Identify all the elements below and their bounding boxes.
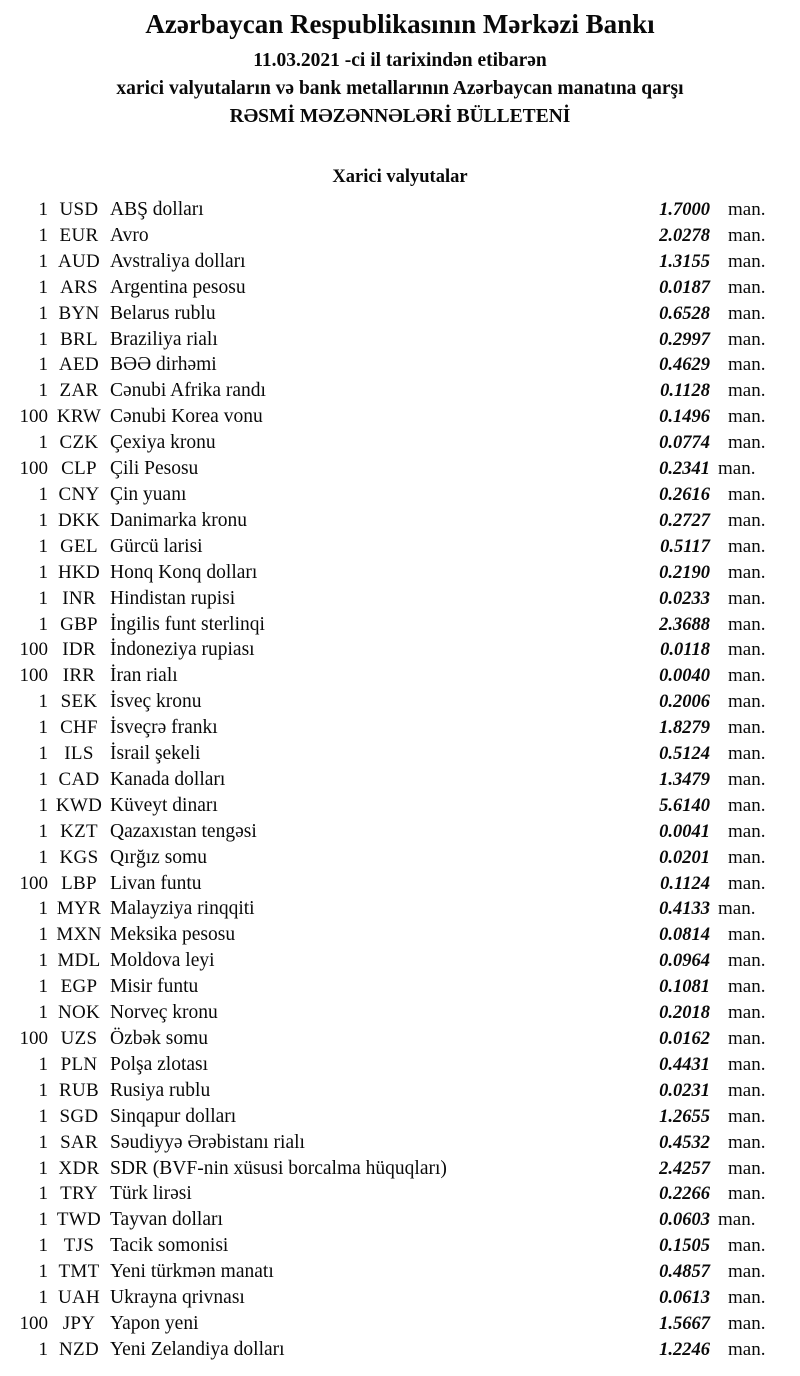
- rate-value-cell: 0.2018: [659, 1003, 710, 1024]
- table-row: [0, 1104, 800, 1130]
- rate-value-cell: 0.4133: [659, 899, 710, 920]
- rate-value-cell: 0.5117: [660, 536, 710, 557]
- rate-value-cell: 0.0233: [659, 588, 710, 609]
- rate-value-cell: 0.1505: [659, 1236, 710, 1257]
- currency-code-cell: KRW: [56, 406, 102, 428]
- currency-code-cell: BYN: [58, 302, 100, 324]
- table-row: [0, 715, 800, 741]
- unit-label-cell: man.: [728, 406, 766, 428]
- table-row: [0, 456, 800, 482]
- quantity-cell: 1: [38, 898, 48, 920]
- unit-label-cell: man.: [728, 950, 766, 972]
- quantity-cell: 1: [38, 1105, 48, 1127]
- rate-value-cell: 1.2246: [659, 1339, 710, 1360]
- unit-label-cell: man.: [728, 820, 766, 842]
- unit-label-cell: man.: [728, 1183, 766, 1205]
- currency-code-cell: KGS: [59, 846, 99, 868]
- rate-value-cell: 0.4629: [659, 355, 710, 376]
- unit-label-cell: man.: [728, 1338, 766, 1360]
- unit-label-cell: man.: [728, 872, 766, 894]
- table-row: [0, 767, 800, 793]
- table-row: [0, 1052, 800, 1078]
- section-title: Xarici valyutalar: [332, 167, 468, 187]
- unit-label-cell: man.: [728, 846, 766, 868]
- currency-code-cell: EUR: [59, 224, 99, 246]
- currency-code-cell: ILS: [64, 743, 94, 765]
- unit-label-cell: man.: [728, 976, 766, 998]
- quantity-cell: 1: [38, 1209, 48, 1231]
- rate-value-cell: 0.2266: [659, 1184, 710, 1205]
- table-row: [0, 1078, 800, 1104]
- table-row: [0, 663, 800, 689]
- rate-value-cell: 0.0774: [659, 433, 710, 454]
- table-row: [0, 560, 800, 586]
- quantity-cell: 1: [38, 1002, 48, 1024]
- currency-name-cell: SDR (BVF-nin xüsusi borcalma hüquqları): [110, 1157, 447, 1179]
- unit-label-cell: man.: [728, 561, 766, 583]
- table-row: [0, 327, 800, 353]
- table-row: [0, 301, 800, 327]
- currency-code-cell: GEL: [60, 535, 98, 557]
- currency-code-cell: SGD: [59, 1105, 99, 1127]
- quantity-cell: 1: [38, 224, 48, 246]
- currency-name-cell: Çexiya kronu: [110, 432, 216, 454]
- currency-name-cell: Gürcü larisi: [110, 535, 203, 557]
- currency-code-cell: JPY: [62, 1312, 96, 1334]
- rate-value-cell: 0.2616: [659, 484, 710, 505]
- currency-name-cell: Yeni türkmən manatı: [110, 1261, 274, 1283]
- quantity-cell: 1: [38, 535, 48, 557]
- unit-label-cell: man.: [728, 276, 766, 298]
- quantity-cell: 1: [38, 354, 48, 376]
- currency-code-cell: KZT: [60, 820, 98, 842]
- currency-name-cell: Danimarka kronu: [110, 509, 247, 531]
- unit-label-cell: man.: [728, 1105, 766, 1127]
- rate-value-cell: 0.0613: [659, 1288, 710, 1309]
- quantity-cell: 1: [38, 1261, 48, 1283]
- unit-label-cell: man.: [728, 1287, 766, 1309]
- currency-name-cell: Türk lirəsi: [110, 1183, 192, 1205]
- quantity-cell: 1: [38, 794, 48, 816]
- currency-code-cell: CAD: [58, 768, 100, 790]
- quantity-cell: 100: [19, 665, 48, 687]
- unit-label-cell: man.: [728, 432, 766, 454]
- unit-label-cell: man.: [728, 535, 766, 557]
- unit-label-cell: man.: [728, 199, 766, 220]
- subject-line: xarici valyutaların və bank metallarının Azərbaycan manatına qarşı: [116, 78, 684, 99]
- unit-label-cell: man.: [728, 354, 766, 376]
- currency-name-cell: Səudiyyə Ərəbistanı rialı: [110, 1131, 305, 1153]
- currency-name-cell: Avstraliya dolları: [110, 250, 246, 272]
- quantity-cell: 1: [38, 1235, 48, 1257]
- table-row: [0, 922, 800, 948]
- quantity-cell: 1: [38, 1079, 48, 1101]
- rate-value-cell: 5.6140: [659, 795, 710, 816]
- currency-code-cell: SAR: [60, 1131, 98, 1153]
- quantity-cell: 1: [38, 561, 48, 583]
- currency-code-cell: ZAR: [59, 380, 99, 402]
- currency-name-cell: Belarus rublu: [110, 302, 216, 324]
- currency-code-cell: CNY: [58, 483, 100, 505]
- quantity-cell: 1: [38, 199, 48, 220]
- currency-name-cell: Tayvan dolları: [110, 1209, 223, 1231]
- currency-code-cell: CLP: [61, 458, 97, 480]
- unit-label-cell: man.: [728, 794, 766, 816]
- quantity-cell: 1: [38, 613, 48, 635]
- currency-name-cell: Rusiya rublu: [110, 1079, 211, 1101]
- unit-label-cell: man.: [728, 1028, 766, 1049]
- currency-name-cell: Polşa zlotası: [110, 1053, 209, 1075]
- quantity-cell: 100: [19, 872, 48, 894]
- bulletin-header: [0, 0, 800, 131]
- table-row: [0, 819, 800, 845]
- currency-code-cell: TWD: [56, 1209, 102, 1231]
- unit-label-cell: man.: [728, 1261, 766, 1283]
- rate-value-cell: 0.0040: [659, 666, 710, 687]
- currency-code-cell: LBP: [61, 872, 97, 894]
- unit-label-cell: man.: [728, 1053, 766, 1075]
- unit-label-cell: man.: [718, 898, 756, 920]
- bulletin-line: RƏSMİ MƏZƏNNƏLƏRİ BÜLLETENİ: [229, 106, 571, 127]
- table-row: [0, 275, 800, 301]
- unit-label-cell: man.: [728, 250, 766, 272]
- unit-label-cell: man.: [728, 380, 766, 402]
- currency-name-cell: Qazaxıstan tengəsi: [110, 820, 257, 842]
- rate-value-cell: 0.4431: [659, 1054, 710, 1075]
- quantity-cell: 1: [38, 302, 48, 324]
- unit-label-cell: man.: [728, 613, 766, 635]
- currency-name-cell: BƏƏ dirhəmi: [110, 354, 217, 376]
- currency-code-cell: RUB: [59, 1079, 99, 1101]
- quantity-cell: 1: [38, 1131, 48, 1153]
- quantity-cell: 1: [38, 1053, 48, 1075]
- quantity-cell: 100: [19, 1312, 48, 1334]
- currency-name-cell: ABŞ dolları: [110, 199, 204, 220]
- quantity-cell: 1: [38, 250, 48, 272]
- quantity-cell: 1: [38, 743, 48, 765]
- currency-code-cell: BRL: [60, 328, 98, 350]
- quantity-cell: 1: [38, 691, 48, 713]
- quantity-cell: 1: [38, 846, 48, 868]
- quantity-cell: 1: [38, 717, 48, 739]
- currency-code-cell: UAH: [57, 1287, 101, 1309]
- rate-value-cell: 0.6528: [659, 303, 710, 324]
- unit-label-cell: man.: [728, 639, 766, 661]
- table-row: [0, 1156, 800, 1182]
- currency-code-cell: AED: [59, 354, 99, 376]
- currency-name-cell: Norveç kronu: [110, 1002, 218, 1024]
- currency-name-cell: Moldova leyi: [110, 950, 215, 972]
- rate-value-cell: 0.0118: [660, 640, 710, 661]
- currency-name-cell: Sinqapur dolları: [110, 1105, 237, 1127]
- unit-label-cell: man.: [728, 587, 766, 609]
- table-row: [0, 1000, 800, 1026]
- currency-name-cell: Ukrayna qrivnası: [110, 1287, 245, 1309]
- currency-name-cell: Çin yuanı: [110, 483, 187, 505]
- table-row: [0, 1311, 800, 1337]
- currency-code-cell: DKK: [57, 509, 101, 531]
- unit-label-cell: man.: [728, 328, 766, 350]
- rate-value-cell: 0.1081: [659, 977, 710, 998]
- currency-name-cell: Meksika pesosu: [110, 924, 236, 946]
- currency-code-cell: TRY: [60, 1183, 98, 1205]
- rate-value-cell: 1.2655: [659, 1106, 710, 1127]
- rate-value-cell: 0.0231: [659, 1080, 710, 1101]
- rate-value-cell: 0.0201: [659, 847, 710, 868]
- rate-value-cell: 0.0603: [659, 1210, 710, 1231]
- rate-value-cell: 0.2341: [659, 459, 710, 480]
- table-row: [0, 352, 800, 378]
- unit-label-cell: man.: [728, 509, 766, 531]
- table-row: [0, 689, 800, 715]
- table-row: [0, 871, 800, 897]
- table-row: [0, 741, 800, 767]
- currency-name-cell: İsveç kronu: [110, 691, 202, 713]
- unit-label-cell: man.: [728, 1157, 766, 1179]
- table-row: [0, 896, 800, 922]
- table-row: [0, 378, 800, 404]
- currency-name-cell: İngilis funt sterlinqi: [110, 613, 265, 635]
- currency-code-cell: TMT: [58, 1261, 100, 1283]
- unit-label-cell: man.: [728, 743, 766, 765]
- rate-value-cell: 2.3688: [659, 614, 710, 635]
- currency-name-cell: Argentina pesosu: [110, 276, 246, 298]
- quantity-cell: 1: [38, 483, 48, 505]
- currency-code-cell: MYR: [56, 898, 102, 920]
- unit-label-cell: man.: [728, 483, 766, 505]
- currency-code-cell: USD: [59, 199, 99, 220]
- table-row: [0, 430, 800, 456]
- table-row: [0, 612, 800, 638]
- currency-name-cell: Misir funtu: [110, 976, 199, 998]
- unit-label-cell: man.: [728, 1312, 766, 1334]
- currency-code-cell: IDR: [62, 639, 96, 661]
- currency-code-cell: MDL: [57, 950, 101, 972]
- currency-code-cell: CZK: [59, 432, 99, 454]
- currency-code-cell: AUD: [57, 250, 101, 272]
- rate-value-cell: 0.2190: [659, 562, 710, 583]
- table-row: [0, 1233, 800, 1259]
- table-row: [0, 508, 800, 534]
- currency-code-cell: ARS: [60, 276, 98, 298]
- quantity-cell: 1: [38, 950, 48, 972]
- unit-label-cell: man.: [728, 717, 766, 739]
- currency-name-cell: Braziliya rialı: [110, 328, 218, 350]
- table-row: [0, 948, 800, 974]
- currency-name-cell: Yeni Zelandiya dolları: [110, 1338, 285, 1360]
- quantity-cell: 1: [38, 768, 48, 790]
- unit-label-cell: man.: [728, 1131, 766, 1153]
- currency-code-cell: NZD: [59, 1338, 99, 1360]
- quantity-cell: 1: [38, 587, 48, 609]
- table-row: [0, 1259, 800, 1285]
- currency-code-cell: XDR: [58, 1157, 100, 1179]
- currency-name-cell: Hindistan rupisi: [110, 587, 236, 609]
- quantity-cell: 100: [19, 458, 48, 480]
- currency-code-cell: INR: [62, 587, 96, 609]
- rate-value-cell: 0.0814: [659, 925, 710, 946]
- currency-code-cell: IRR: [62, 665, 96, 687]
- currency-name-cell: Avro: [110, 224, 149, 246]
- currency-name-cell: İran rialı: [110, 665, 178, 687]
- quantity-cell: 100: [19, 1028, 48, 1049]
- currency-name-cell: Kanada dolları: [110, 768, 226, 790]
- unit-label-cell: man.: [728, 768, 766, 790]
- currency-name-cell: İsveçrə frankı: [110, 717, 218, 739]
- rate-value-cell: 0.0964: [659, 951, 710, 972]
- quantity-cell: 1: [38, 509, 48, 531]
- rate-value-cell: 2.4257: [659, 1158, 710, 1179]
- rate-value-cell: 0.4857: [659, 1262, 710, 1283]
- rates-table: [0, 197, 800, 1363]
- currency-name-cell: İsrail şekeli: [110, 743, 201, 765]
- currency-code-cell: EGP: [60, 976, 98, 998]
- quantity-cell: 1: [38, 432, 48, 454]
- table-row: [0, 586, 800, 612]
- table-row: [0, 845, 800, 871]
- rate-value-cell: 0.0162: [659, 1029, 710, 1049]
- quantity-cell: 1: [38, 820, 48, 842]
- currency-code-cell: TJS: [63, 1235, 95, 1257]
- currency-code-cell: UZS: [60, 1028, 98, 1049]
- rate-value-cell: 0.2006: [659, 692, 710, 713]
- rate-value-cell: 0.2727: [659, 510, 710, 531]
- rate-value-cell: 0.5124: [659, 744, 710, 765]
- table-row: [0, 1026, 800, 1052]
- table-row: [0, 223, 800, 249]
- rate-value-cell: 1.5667: [659, 1313, 710, 1334]
- table-row: [0, 404, 800, 430]
- currency-name-cell: Malayziya rinqqiti: [110, 898, 255, 920]
- currency-name-cell: Çili Pesosu: [110, 458, 199, 480]
- currency-code-cell: CHF: [60, 717, 98, 739]
- currency-code-cell: PLN: [60, 1053, 98, 1075]
- currency-code-cell: NOK: [57, 1002, 101, 1024]
- table-row: [0, 1285, 800, 1311]
- currency-name-cell: İndoneziya rupiası: [110, 639, 255, 661]
- unit-label-cell: man.: [728, 691, 766, 713]
- table-row: [0, 1337, 800, 1363]
- bank-title: Azərbaycan Respublikasının Mərkəzi Bankı: [145, 9, 655, 39]
- unit-label-cell: man.: [728, 224, 766, 246]
- date-line: 11.03.2021 -ci il tarixindən etibarən: [253, 50, 547, 71]
- table-row: [0, 534, 800, 560]
- currency-name-cell: Küveyt dinarı: [110, 794, 218, 816]
- rate-value-cell: 0.1124: [660, 873, 710, 894]
- unit-label-cell: man.: [728, 924, 766, 946]
- currency-name-cell: Tacik somonisi: [110, 1235, 229, 1257]
- unit-label-cell: man.: [728, 1079, 766, 1101]
- quantity-cell: 100: [19, 406, 48, 428]
- unit-label-cell: man.: [728, 1235, 766, 1257]
- currency-code-cell: SEK: [60, 691, 98, 713]
- table-row: [0, 637, 800, 663]
- rate-value-cell: 0.1496: [659, 407, 710, 428]
- unit-label-cell: man.: [728, 302, 766, 324]
- unit-label-cell: man.: [718, 1209, 756, 1231]
- quantity-cell: 1: [38, 976, 48, 998]
- rate-value-cell: 0.2997: [659, 329, 710, 350]
- currency-code-cell: GBP: [60, 613, 98, 635]
- unit-label-cell: man.: [728, 1002, 766, 1024]
- currency-name-cell: Özbək somu: [110, 1028, 209, 1049]
- unit-label-cell: man.: [718, 458, 756, 480]
- rate-value-cell: 0.0041: [659, 821, 710, 842]
- table-row: [0, 249, 800, 275]
- rate-value-cell: 1.7000: [659, 200, 710, 220]
- quantity-cell: 1: [38, 276, 48, 298]
- unit-label-cell: man.: [728, 665, 766, 687]
- quantity-cell: 1: [38, 924, 48, 946]
- currency-name-cell: Cənubi Korea vonu: [110, 406, 263, 428]
- rate-value-cell: 1.3155: [659, 251, 710, 272]
- rate-value-cell: 2.0278: [659, 225, 710, 246]
- quantity-cell: 1: [38, 328, 48, 350]
- quantity-cell: 1: [38, 1287, 48, 1309]
- currency-name-cell: Livan funtu: [110, 872, 202, 894]
- quantity-cell: 100: [19, 639, 48, 661]
- rate-value-cell: 0.1128: [660, 381, 710, 402]
- rate-value-cell: 1.3479: [659, 769, 710, 790]
- currency-name-cell: Yapon yeni: [110, 1312, 199, 1334]
- quantity-cell: 1: [38, 380, 48, 402]
- table-row: [0, 1130, 800, 1156]
- currency-name-cell: Honq Konq dolları: [110, 561, 258, 583]
- currency-name-cell: Qırğız somu: [110, 846, 207, 868]
- table-row: [0, 197, 800, 223]
- quantity-cell: 1: [38, 1338, 48, 1360]
- table-row: [0, 974, 800, 1000]
- rate-value-cell: 0.0187: [659, 277, 710, 298]
- quantity-cell: 1: [38, 1183, 48, 1205]
- table-row: [0, 482, 800, 508]
- table-row: [0, 793, 800, 819]
- rate-value-cell: 0.4532: [659, 1132, 710, 1153]
- table-row: [0, 1181, 800, 1207]
- currency-name-cell: Cənubi Afrika randı: [110, 380, 266, 402]
- rate-value-cell: 1.8279: [659, 718, 710, 739]
- currency-code-cell: HKD: [57, 561, 101, 583]
- table-row: [0, 1207, 800, 1233]
- currency-code-cell: KWD: [55, 794, 103, 816]
- quantity-cell: 1: [38, 1157, 48, 1179]
- currency-code-cell: MXN: [56, 924, 102, 946]
